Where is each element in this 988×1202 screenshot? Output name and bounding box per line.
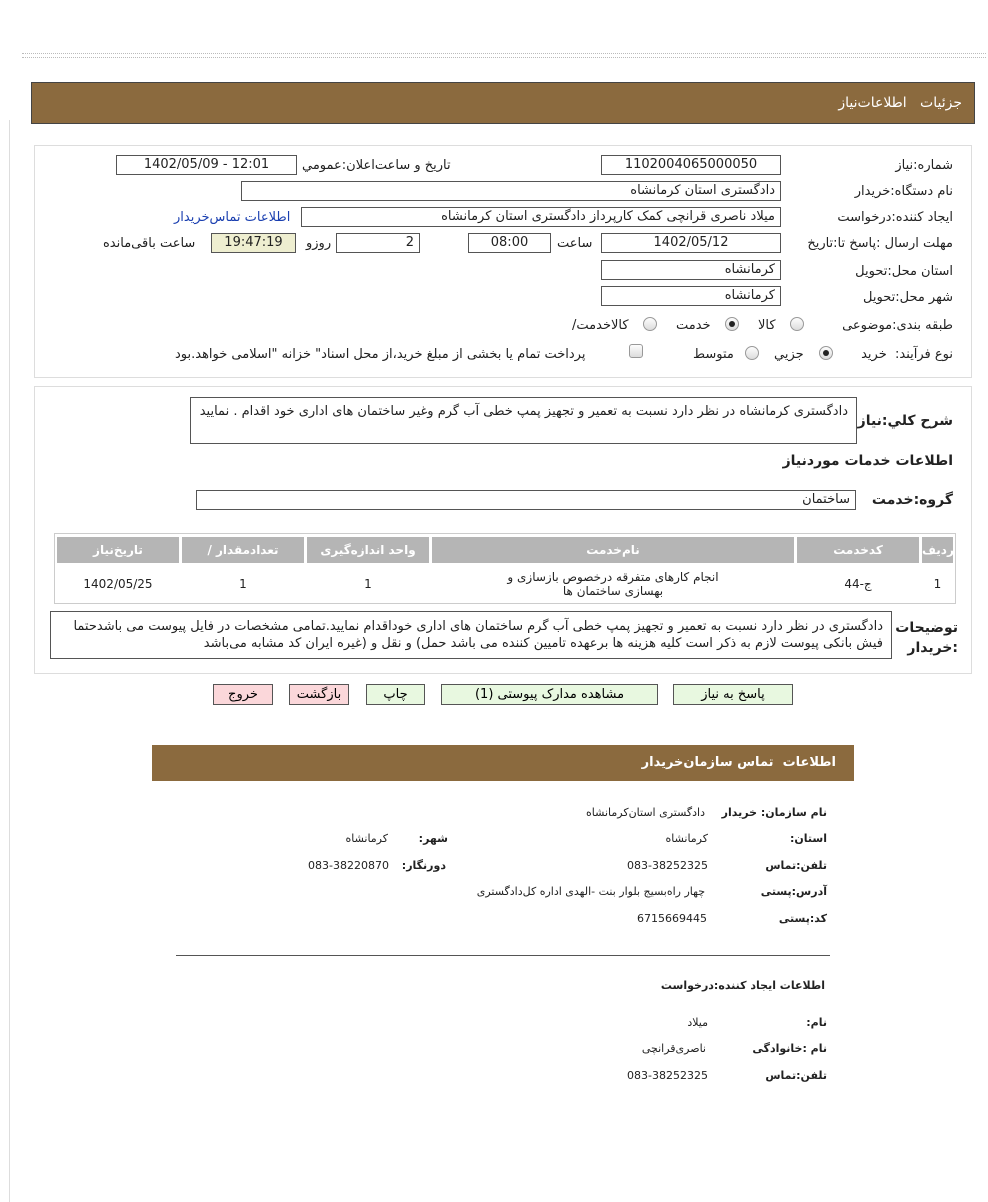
contact-province-value: کرمانشاه bbox=[665, 832, 708, 845]
contact-phone-value: 083-38252325 bbox=[627, 859, 708, 872]
th-quantity: / تعدادمقدار bbox=[182, 537, 304, 563]
contact-address-value: چهار راه‌بسیج بلوار بنت -الهدی اداره کل‌دادگستری bbox=[476, 885, 705, 898]
buyer-notes-text: دادگستری در نظر دارد نسبت به تعمیر و تجهیز پمپ خطی آب گرم ساختمان های اداری خوداقدام نمایید.تمامی مشخصات در فایل پیوست می باشدحتما فیش بانکی پیوست لازم به ذکر است کلیه هزینه ها برعهده تامیین کننده می باشد حمل) و نقل و (غیره ایران کد مشابه می‌باشد bbox=[50, 611, 892, 659]
service-group-field[interactable]: ساختمان bbox=[196, 490, 856, 510]
buyer-org-label: نام دستگاه:خریدار bbox=[854, 184, 953, 199]
creator-name-value: میلاد bbox=[687, 1016, 708, 1029]
category-label: طبقه بندی:موضوعی bbox=[842, 318, 953, 333]
contact-phone-label: تلفن:تماس bbox=[765, 859, 827, 872]
creator-phone-label: تلفن:تماس bbox=[765, 1069, 827, 1082]
remaining-time-field: 19:47:19 bbox=[211, 233, 296, 253]
top-divider bbox=[22, 53, 986, 58]
contact-city-label: :شهر bbox=[418, 832, 448, 845]
purchase-medium-label: متوسط bbox=[693, 347, 734, 362]
buyer-notes-label: توضیحات :خریدار bbox=[895, 620, 958, 656]
creator-family-value: ناصری‌قرانچی bbox=[641, 1042, 706, 1055]
category-goods-radio[interactable] bbox=[790, 317, 804, 331]
table-cell-name: انجام کارهای متفرقه درخصوص بازسازی و بهسازی ساختمان ها bbox=[507, 570, 719, 598]
remaining-time-label: ساعت باقی‌مانده bbox=[103, 236, 196, 251]
back-button[interactable]: بازگشت bbox=[289, 684, 349, 705]
purchase-medium-radio[interactable] bbox=[745, 346, 759, 360]
delivery-province-field[interactable]: کرمانشاه bbox=[601, 260, 781, 280]
creator-name-label: :نام bbox=[806, 1016, 827, 1029]
creator-family-label: نام :خانوادگی bbox=[752, 1042, 827, 1055]
contact-city-value: کرمانشاه bbox=[345, 832, 388, 845]
th-service-name: نام‌خدمت bbox=[432, 537, 794, 563]
requester-label: ایجاد کننده:درخواست bbox=[837, 210, 953, 225]
delivery-city-label: شهر محل:تحویل bbox=[863, 290, 953, 305]
days-label: روزو bbox=[306, 236, 332, 251]
contact-org-value: دادگستری استان‌کرمانشاه bbox=[586, 806, 705, 819]
category-both-radio[interactable] bbox=[643, 317, 657, 331]
contact-fax-label: :دورنگار bbox=[401, 859, 446, 872]
attachments-button[interactable]: مشاهده مدارک پیوستی (1) bbox=[441, 684, 658, 705]
services-table bbox=[54, 533, 956, 604]
contact-postal-label: کد:پستی bbox=[778, 912, 827, 925]
delivery-province-label: استان محل:تحویل bbox=[855, 264, 953, 279]
th-unit: واحد اندازه‌گیری bbox=[307, 537, 429, 563]
purchase-minor-radio[interactable] bbox=[819, 346, 833, 360]
reply-button[interactable]: پاسخ به نیاز bbox=[673, 684, 793, 705]
table-cell-date: 1402/05/25 bbox=[83, 577, 153, 591]
print-button[interactable]: چاپ bbox=[366, 684, 425, 705]
page-header bbox=[31, 82, 975, 124]
th-service-code: کدخدمت bbox=[797, 537, 919, 563]
summary-label: شرح کلي:نیاز bbox=[857, 413, 953, 429]
category-goods-label: کالا bbox=[758, 318, 776, 333]
th-need-date: تاریخ‌نیاز bbox=[57, 537, 179, 563]
service-group-label: گروه:خدمت bbox=[871, 492, 953, 508]
deadline-time-label: ساعت bbox=[557, 236, 593, 251]
announce-date-field[interactable]: 1402/05/09 - 12:01 bbox=[116, 155, 297, 175]
summary-text: دادگستری کرمانشاه در نظر دارد نسبت به تعمیر و تجهیز پمپ خطی آب گرم وغیر ساختمان های اداری خود اقدام . نمایید bbox=[190, 397, 857, 444]
contact-address-label: آدرس:پستی bbox=[760, 885, 827, 898]
need-number-label: شماره:نیاز bbox=[895, 158, 953, 173]
delivery-city-field[interactable]: کرمانشاه bbox=[601, 286, 781, 306]
table-cell-quantity: 1 bbox=[239, 577, 247, 591]
details-panel bbox=[34, 145, 972, 378]
deadline-days-field[interactable]: 2 bbox=[336, 233, 420, 253]
table-cell-row: 1 bbox=[933, 577, 942, 591]
creator-phone-value: 083-38252325 bbox=[627, 1069, 708, 1082]
buyer-contact-link[interactable]: اطلاعات تماس‌خریدار bbox=[174, 210, 291, 225]
category-service-label: خدمت bbox=[676, 318, 711, 333]
contact-postal-value: 6715669445 bbox=[637, 912, 707, 925]
table-cell-code: ج-44 bbox=[844, 577, 872, 591]
exit-button[interactable]: خروج bbox=[213, 684, 273, 705]
table-cell-unit: 1 bbox=[364, 577, 372, 591]
page-title: جزئیات اطلاعات‌نیاز bbox=[838, 95, 962, 111]
need-number-field[interactable]: 1102004065000050 bbox=[601, 155, 781, 175]
left-border bbox=[9, 120, 10, 1202]
th-row-number: ردیف bbox=[922, 537, 953, 563]
purchase-minor-label: جزيي bbox=[774, 347, 804, 362]
creator-title: اطلاعات ایجاد کننده:درخواست bbox=[660, 979, 825, 992]
requester-field[interactable]: میلاد ناصری قرانچی کمک کارپرداز دادگستری استان کرمانشاه bbox=[301, 207, 781, 227]
buyer-org-field[interactable]: دادگستری استان کرمانشاه bbox=[241, 181, 781, 201]
category-service-radio[interactable] bbox=[725, 317, 739, 331]
purchase-type-label: نوع فرآیند: خرید bbox=[861, 347, 953, 362]
contact-fax-value: 083-38220870 bbox=[308, 859, 389, 872]
contact-province-label: :استان bbox=[789, 832, 827, 845]
treasury-checkbox[interactable] bbox=[629, 344, 643, 358]
contact-org-label: نام سازمان: خریدار bbox=[721, 806, 827, 819]
deadline-date-field[interactable]: 1402/05/12 bbox=[601, 233, 781, 253]
deadline-time-field[interactable]: 08:00 bbox=[468, 233, 551, 253]
contact-divider bbox=[176, 955, 830, 956]
contact-header bbox=[152, 745, 854, 781]
treasury-note: پرداخت تمام یا بخشی از مبلغ خرید،از محل اسناد" خزانه "اسلامی خواهد.بود bbox=[175, 347, 586, 362]
services-title: اطلاعات خدمات موردنیاز bbox=[782, 453, 953, 469]
category-both-label: /کالاخدمت bbox=[572, 318, 629, 333]
contact-title: اطلاعات تماس سازمان‌خریدار bbox=[641, 755, 836, 770]
announce-date-label: تاریخ و ساعت‌اعلان:عمومي bbox=[302, 158, 451, 173]
deadline-label: مهلت ارسال :پاسخ تا:تاریخ bbox=[807, 236, 953, 251]
